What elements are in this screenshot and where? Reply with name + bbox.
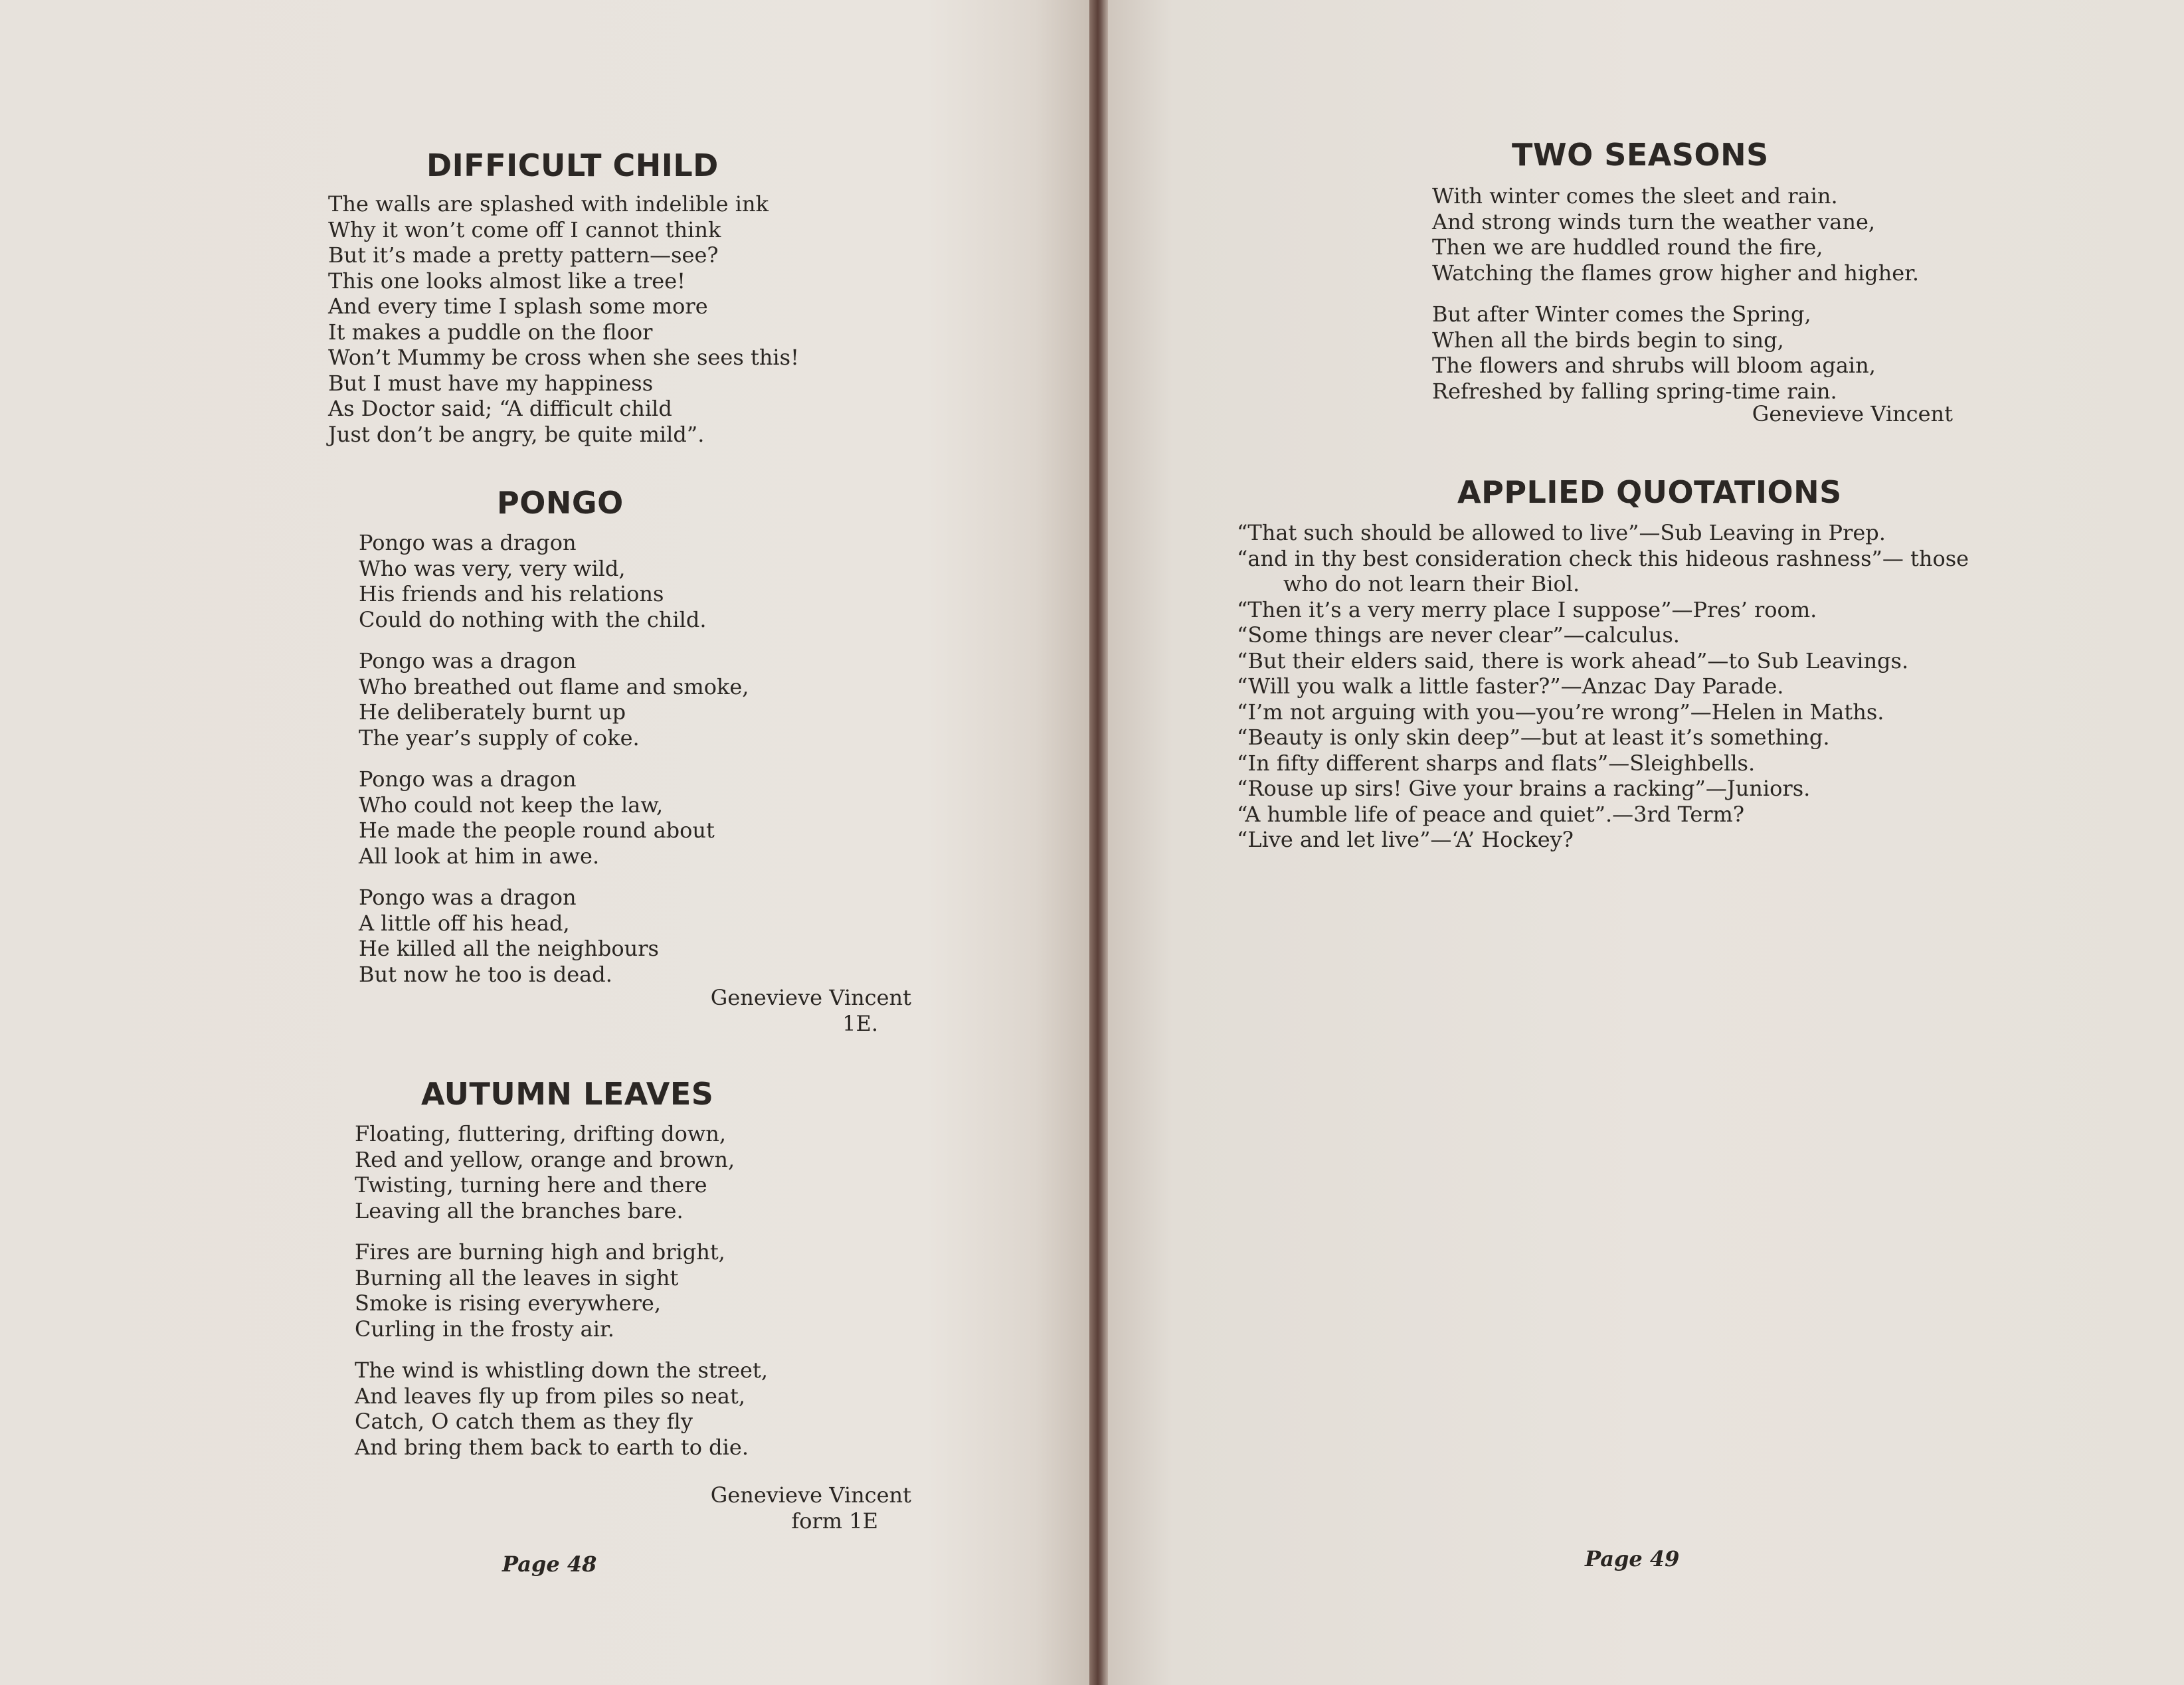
quotation-line: “Some things are never clear”—calculus. [1237,622,1680,648]
quotation-line: “In fifty different sharps and flats”—Sleighbells. [1237,750,1756,776]
poem-line: But it’s made a pretty pattern—see? [328,242,719,268]
author-name: Genevieve Vincent [1752,401,1953,426]
quotation-line: “Beauty is only skin deep”—but at least it’s something. [1237,725,1830,750]
poem-line: And every time I splash some more [328,294,708,319]
poem-line: Who could not keep the law, [359,792,664,818]
poem-line: Leaving all the branches bare. [355,1197,683,1223]
poem-line: With winter comes the sleet and rain. [1432,183,1838,209]
author-name: Genevieve Vincent [710,985,911,1010]
autumn-leaves-title: AUTUMN LEAVES [421,1076,714,1112]
stanza [359,648,749,751]
stanza [1432,302,1919,404]
autumn-leaves-poem [355,1121,768,1476]
quotation-line: “and in thy best consideration check this hideous rashness”— those [1237,545,1969,571]
poem-line: The walls are splashed with indelible ink [328,191,769,217]
difficult-child-poem [328,191,799,447]
poem-line: The year’s supply of coke. [359,725,640,751]
poem-line: When all the birds begin to sing, [1432,327,1784,353]
poem-line: Pongo was a dragon [359,885,577,910]
applied-quotations-title: APPLIED QUOTATIONS [1457,474,1842,510]
quotation-line: “A humble life of peace and quiet”.—3rd Term? [1237,801,1745,827]
autumn-leaves-signature [711,1482,911,1534]
author-name: Genevieve Vincent [710,1482,911,1508]
poem-line: This one looks almost like a tree! [328,268,685,294]
poem-line: Catch, O catch them as they fly [355,1409,693,1434]
poem-line: Pongo was a dragon [359,766,577,792]
stanza [1432,183,1919,286]
poem-line: His friends and his relations [359,581,664,606]
stanza [355,1239,768,1342]
poem-line: But I must have my happiness [328,370,654,396]
poem-line: All look at him in awe. [359,843,600,869]
poem-line: Refreshed by falling spring-time rain. [1432,378,1837,404]
stanza [359,885,749,987]
poem-line: But after Winter comes the Spring, [1432,302,1811,327]
applied-quotations-list [1237,520,2021,853]
poem-line: The wind is whistling down the street, [355,1358,769,1383]
poem-line: As Doctor said; “A difficult child [328,396,672,421]
poem-line: He made the people round about [359,818,715,843]
poem-line: Just don’t be angry, be quite mild”. [328,421,705,447]
quotation-line: “I’m not arguing with you—you’re wrong”—Helen in Maths. [1237,699,1884,725]
poem-line: Floating, fluttering, drifting down, [355,1121,727,1146]
pongo-poem [359,530,749,1003]
poem-line: He killed all the neighbours [359,936,659,961]
two-seasons-signature [1752,401,1953,427]
poem-line: Pongo was a dragon [359,530,577,555]
quotation-line: “Rouse up sirs! Give your brains a racking”—Juniors. [1237,776,1811,801]
difficult-child-title: DIFFICULT CHILD [426,147,719,183]
author-form: 1E. [842,1010,878,1036]
poem-line: Who was very, very wild, [359,555,626,581]
book-gutter [1089,0,1108,1685]
poem-line: But now he too is dead. [359,961,612,987]
poem-line: Why it won’t come off I cannot think [328,217,721,242]
quotation-line: “But their elders said, there is work ahead”—to Sub Leavings. [1237,648,1909,673]
poem-line: Curling in the frosty air. [355,1316,614,1342]
two-seasons-poem [1432,183,1919,420]
poem-line: And bring them back to earth to die. [355,1434,749,1460]
poem-line: Twisting, turning here and there [355,1172,707,1197]
quotation-line: “Live and let live”—‘A’ Hockey? [1237,827,1574,852]
stanza [359,766,749,869]
poem-line: And leaves fly up from piles so neat, [355,1383,746,1409]
poem-line: A little off his head, [359,910,570,936]
author-form: form 1E [791,1508,878,1534]
two-seasons-title: TWO SEASONS [1512,137,1769,173]
quotation-line: “Then it’s a very merry place I suppose”—Pres’ room. [1237,596,1817,622]
quotation-line: “Will you walk a little faster?”—Anzac Day Parade. [1237,673,1784,699]
poem-line: Pongo was a dragon [359,648,577,673]
pongo-signature [711,985,911,1036]
stanza [355,1358,768,1460]
poem-line: And strong winds turn the weather vane, [1432,209,1876,234]
poem-line: Watching the flames grow higher and higher. [1432,260,1920,286]
poem-line: Won’t Mummy be cross when she sees this! [328,345,799,370]
page-number-right: Page 49 [1585,1546,1680,1571]
poem-line: Fires are burning high and bright, [355,1239,725,1265]
page-number-left: Page 48 [502,1552,597,1577]
poem-line: Red and yellow, orange and brown, [355,1146,735,1172]
quotation-line: who do not learn their Biol. [1283,571,1580,596]
stanza [355,1121,768,1223]
poem-line: It makes a puddle on the floor [328,319,653,345]
poem-line: Then we are huddled round the fire, [1432,234,1823,260]
quotation-line: “That such should be allowed to live”—Sub Leaving in Prep. [1237,520,1886,545]
poem-line: Burning all the leaves in sight [355,1265,679,1290]
left-page [0,0,1089,1685]
poem-line: He deliberately burnt up [359,699,626,725]
poem-line: The flowers and shrubs will bloom again, [1432,353,1876,378]
poem-line: Who breathed out flame and smoke, [359,673,749,699]
stanza [359,530,749,632]
poem-line: Could do nothing with the child. [359,606,707,632]
pongo-title: PONGO [497,485,624,521]
poem-line: Smoke is rising everywhere, [355,1290,661,1316]
